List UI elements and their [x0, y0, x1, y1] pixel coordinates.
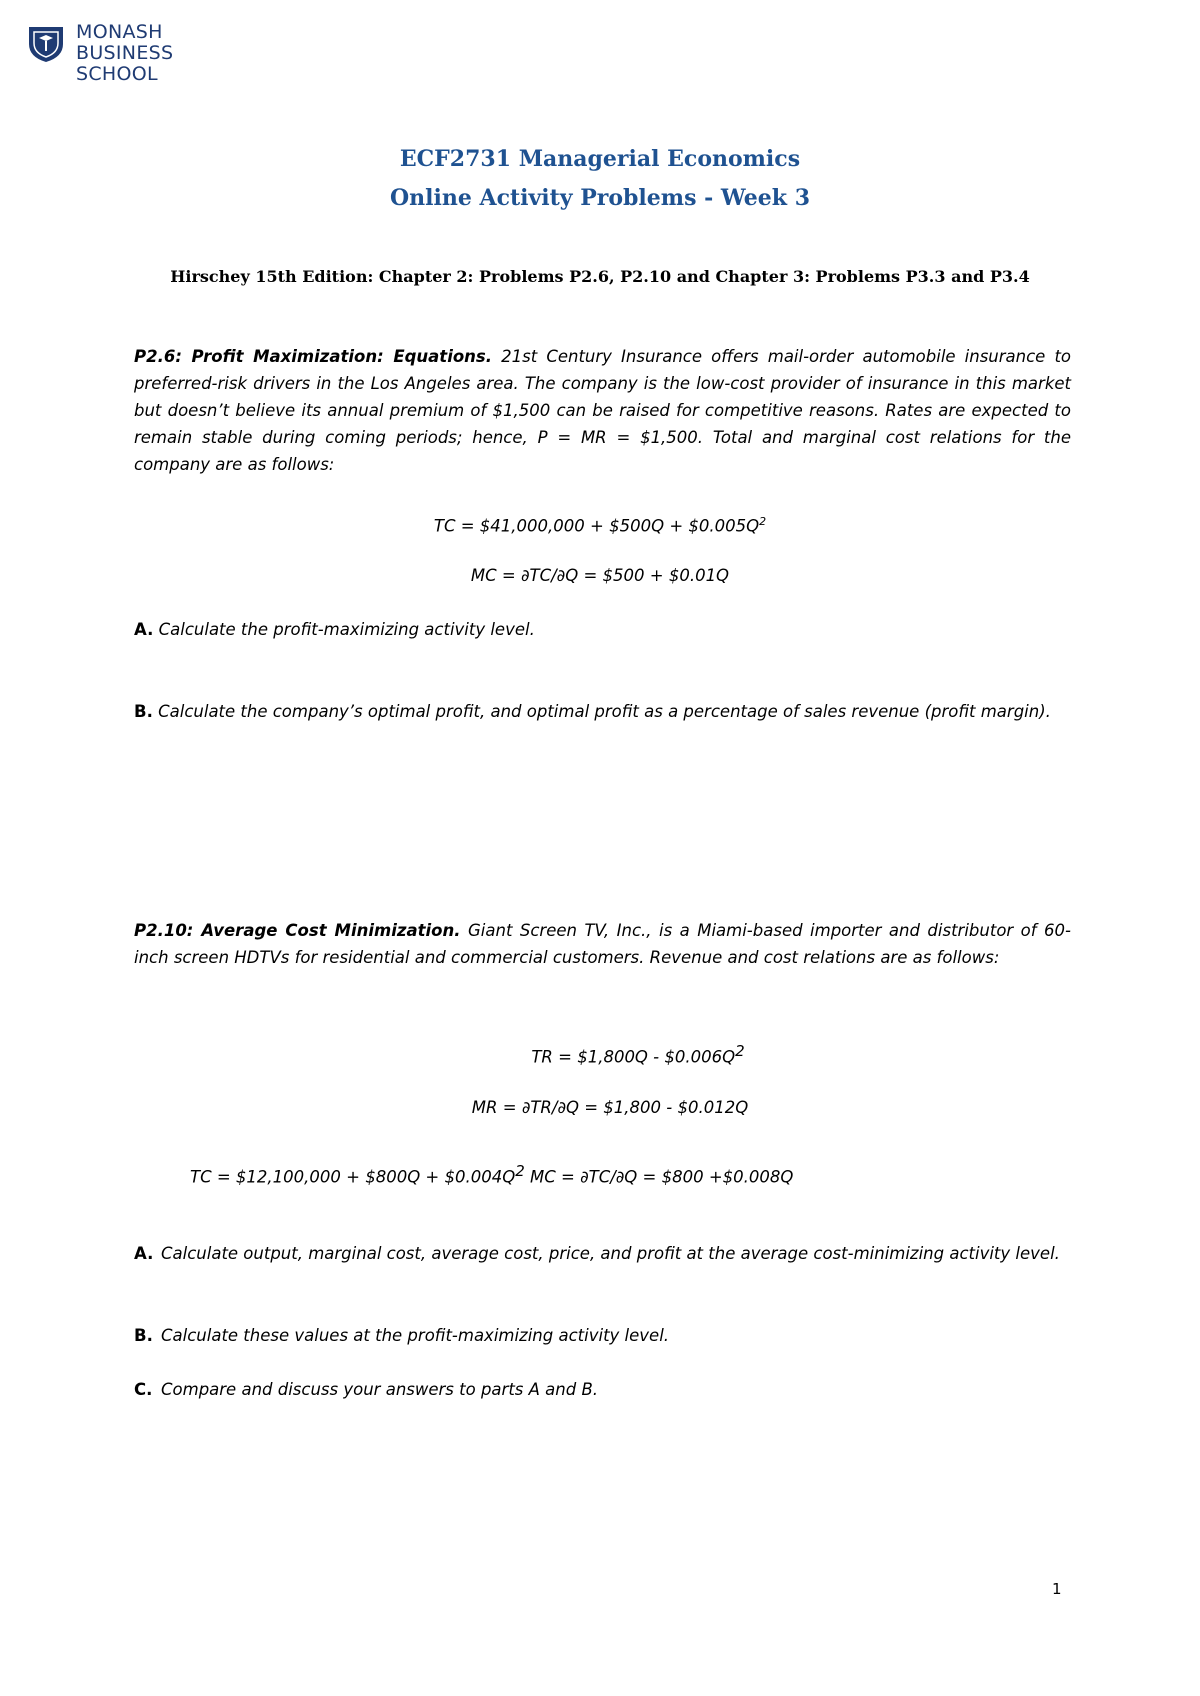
p26-question-b	[134, 698, 1064, 725]
p26-paragraph	[134, 343, 1071, 478]
p210-qb-text: Calculate these values at the profit-maximizing activity level.	[161, 1326, 670, 1345]
p210-qa-text: Calculate output, marginal cost, average cost, price, and profit at the average cost-minimizing activity level.	[161, 1244, 1060, 1263]
p26-qa-label: A.	[134, 620, 154, 639]
p26-question-a	[134, 616, 1064, 643]
p210-tc-mc-equations	[190, 1158, 793, 1191]
p210-heading: P2.10: Average Cost Minimization.	[134, 921, 461, 940]
p210-tc-text: TC = $12,100,000 + $800Q + $0.004Q	[190, 1167, 516, 1187]
p210-question-a	[134, 1240, 1091, 1267]
p26-qa-text: Calculate the profit-maximizing activity level.	[158, 620, 535, 639]
p210-tc-exponent: 2	[515, 1162, 525, 1180]
logo-line-1: MONASH	[76, 21, 163, 43]
monash-business-school-logo	[26, 22, 173, 85]
p26-intro: 21st Century Insurance offers mail-order automobile insurance to preferred-risk drivers in the Los Angeles area. The company is the low-cost provider of insurance in this market but doesn’t believe its annual premium of $1,500 can be raised for competitive reasons. Rates are expected to remain stable during coming periods; hence, P = MR = $1,500. Total and marginal cost relations for the company are as follows:	[134, 347, 1072, 474]
p26-tc-equation	[0, 508, 1200, 540]
p26-qb-label: B.	[134, 702, 153, 721]
p26-qb-text: Calculate the company’s optimal profit, and optimal profit as a percentage of sales revenue (profit margin).	[158, 702, 1051, 721]
p210-tr-equation	[0, 1038, 1200, 1071]
p210-qb-label: B.	[134, 1326, 153, 1345]
logo-wordmark	[76, 22, 173, 85]
page-number: 1	[1052, 1580, 1062, 1598]
p210-intro: Giant Screen TV, Inc., is a Miami-based importer and distributor of 60-inch screen HDTVs for residential and commercial customers. Revenue and cost relations are as follows:	[134, 921, 1072, 967]
logo-line-3: SCHOOL	[76, 63, 158, 85]
p210-mr-equation: MR = ∂TR/∂Q = $1,800 - $0.012Q	[471, 1098, 749, 1117]
monash-crest-icon	[26, 24, 66, 64]
p26-mc-equation: MC = ∂TC/∂Q = $500 + $0.01Q	[470, 566, 730, 585]
p210-qc-text: Compare and discuss your answers to parts A and B.	[161, 1380, 599, 1399]
document-subtitle: Online Activity Problems - Week 3	[389, 185, 811, 211]
source-line: Hirschey 15th Edition: Chapter 2: Problems P2.6, P2.10 and Chapter 3: Problems P3.3 and P3.4	[170, 267, 1030, 286]
p210-qc-label: C.	[134, 1380, 153, 1399]
p210-paragraph	[134, 917, 1071, 971]
document-title: ECF2731 Managerial Economics	[399, 146, 801, 172]
p26-tc-exponent: 2	[759, 515, 767, 528]
p210-question-b	[134, 1322, 1091, 1349]
p26-heading: P2.6: Profit Maximization: Equations.	[134, 347, 493, 366]
p210-qa-label: A.	[134, 1244, 154, 1263]
p210-tr-text: TR = $1,800Q - $0.006Q	[531, 1047, 736, 1067]
p210-tr-exponent: 2	[735, 1042, 745, 1060]
p26-tc-text: TC = $41,000,000 + $500Q + $0.005Q	[433, 516, 760, 536]
p210-question-c	[134, 1376, 1091, 1403]
logo-line-2: BUSINESS	[76, 42, 174, 64]
p210-mc-text: MC = ∂TC/∂Q = $800 +$0.008Q	[524, 1167, 794, 1187]
